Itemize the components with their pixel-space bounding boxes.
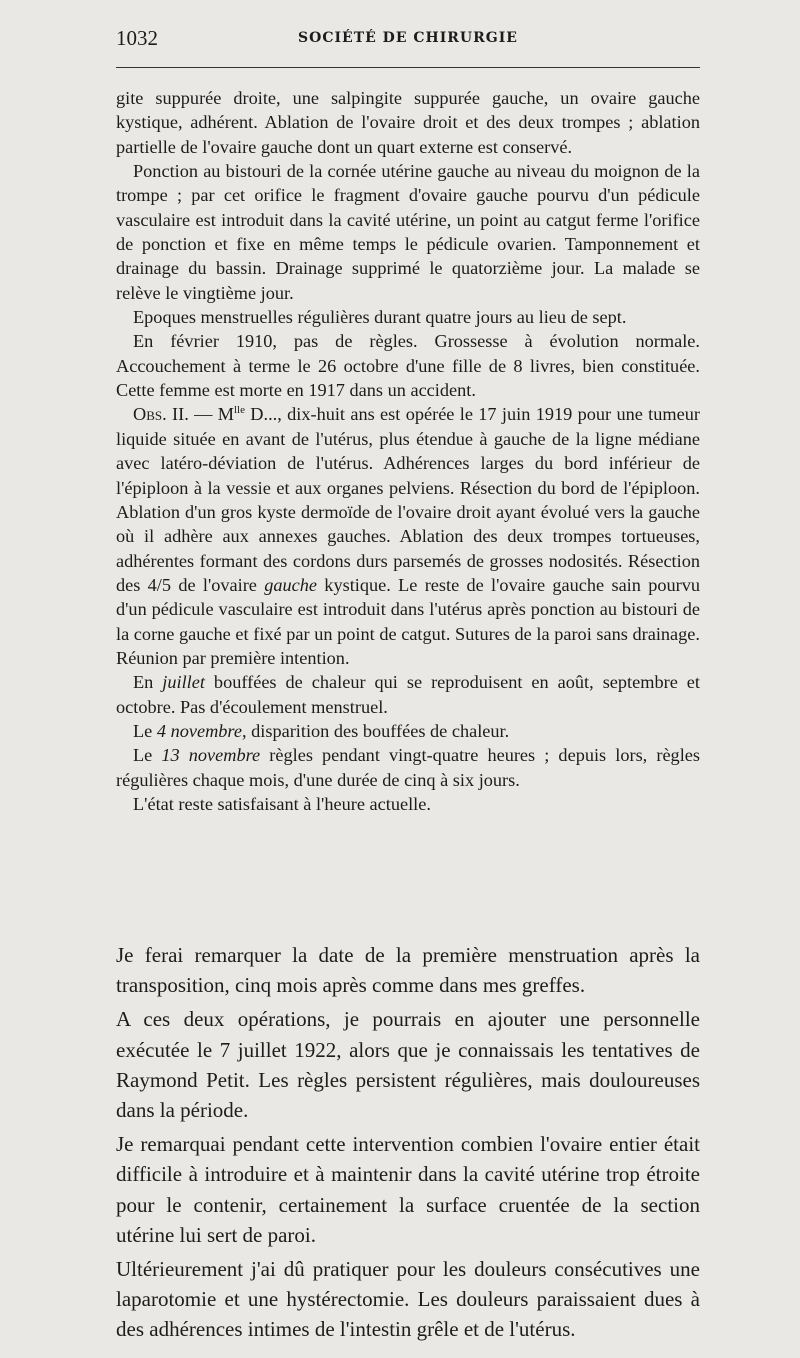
running-head <box>116 26 700 52</box>
observation-paragraph <box>116 402 700 670</box>
paragraph: Ponction au bistouri de la cornée utérine gauche au niveau du moignon de la trompe ; par cet orifice le fragment d'ovaire gauche pourvu d'un pédicule vasculaire est introduit dans la cavité utérine, un point au catgut ferme l'orifice de ponction et fixe en même temps le pédicule ovarien. Tamponnement et drainage du bassin. Drainage supprimé le quatorzième jour. La malade se relève le vingtième jour. <box>116 161 700 303</box>
running-title: SOCIÉTÉ DE CHIRURGIE <box>298 30 518 46</box>
text-run: règles pendant vingt-quatre heures ; depuis lors, règles régulières chaque mois, d'une durée de cinq à six jours. <box>116 745 701 790</box>
text-run: Le <box>133 745 162 766</box>
paragraph: gite suppurée droite, une salpingite suppurée gauche, un ovaire gauche kystique, adhérent. Ablation de l'ovaire droit et des deux trompes ; ablation partielle de l'ovaire gauche dont un quart externe est conservé. <box>116 88 700 157</box>
paragraph: Ultérieurement j'ai dû pratiquer pour les douleurs consécutives une laparotomie et une hystérectomie. Les douleurs paraissaient dues à des adhérences intimes de l'intestin grêle et de l'utérus. <box>116 1257 700 1342</box>
header-rule <box>116 67 700 68</box>
italic-run: 13 novembre <box>161 745 261 766</box>
superscript: lle <box>233 404 245 417</box>
italic-run: juillet <box>162 672 205 693</box>
text-run: , disparition des bouffées de chaleur. <box>241 720 510 741</box>
text-run: En <box>133 672 163 693</box>
paragraph: L'état reste satisfaisant à l'heure actuelle. <box>133 793 431 814</box>
text-run: Le <box>133 720 157 741</box>
text-run: bouffées de chaleur qui se reproduisent en août, septembre et octobre. Pas d'écoulement menstruel. <box>116 672 700 717</box>
paragraph <box>116 670 700 719</box>
paragraph <box>116 743 700 792</box>
page-number: 1032 <box>116 26 158 50</box>
paragraph: Epoques menstruelles régulières durant quatre jours au lieu de sept. <box>133 307 627 328</box>
text-run: D..., dix-huit ans est opérée le 17 juin 1919 pour une tumeur liquide située en avant de l'utérus, plus étendue à gauche de la ligne médiane avec latéro-déviation de l'utérus. Adhérences larges du bord inférieur de l'épiploon à la vessie et aux organes pelviens. Résection du bord de l'épiploon. Ablation d'un gros kyste dermoïde de l'ovaire droit ayant évolué vers la gauche où il adhère aux annexes gauches. Ablation des deux trompes tortueuses, adhérentes formant des cordons durs parsemés de grosses nodosités. Résection des 4/5 de l'ovaire <box>116 404 700 595</box>
text-run: kystique. Le reste de l'ovaire gauche sain pourvu d'un pédicule vasculaire est introduit dans l'utérus après ponction au bistouri de la corne gauche et fixé par un point de catgut. Sutures de la paroi sans drainage. Réunion par première intention. <box>116 574 700 668</box>
paragraph: Je ferai remarquer la date de la première menstruation après la transposition, cinq mois après comme dans mes greffes. <box>116 943 700 998</box>
observation-label: Obs. II. <box>133 404 189 425</box>
italic-run: 4 novembre <box>156 720 242 741</box>
paragraph: A ces deux opérations, je pourrais en ajouter une personnelle exécutée le 7 juillet 1922, alors que je connaissais les tentatives de Raymond Petit. Les règles persistent régulières, mais douloureuses dans la période. <box>116 1007 700 1123</box>
observation-text <box>116 86 700 816</box>
paragraph: En février 1910, pas de règles. Grossesse à évolution normale. Accouchement à terme le 26 octobre d'une fille de 8 livres, bien constituée. Cette femme est morte en 1917 dans un accident. <box>116 331 700 401</box>
paragraph <box>116 719 700 743</box>
italic-run: gauche <box>264 574 318 595</box>
commentary-text <box>116 940 700 1345</box>
text-run: — M <box>188 404 234 425</box>
paragraph: Je remarquai pendant cette intervention combien l'ovaire entier était difficile à introduire et à maintenir dans la cavité utérine trop étroite pour le contenir, certainement la surface cruentée de la section utérine lui sert de paroi. <box>116 1132 700 1247</box>
